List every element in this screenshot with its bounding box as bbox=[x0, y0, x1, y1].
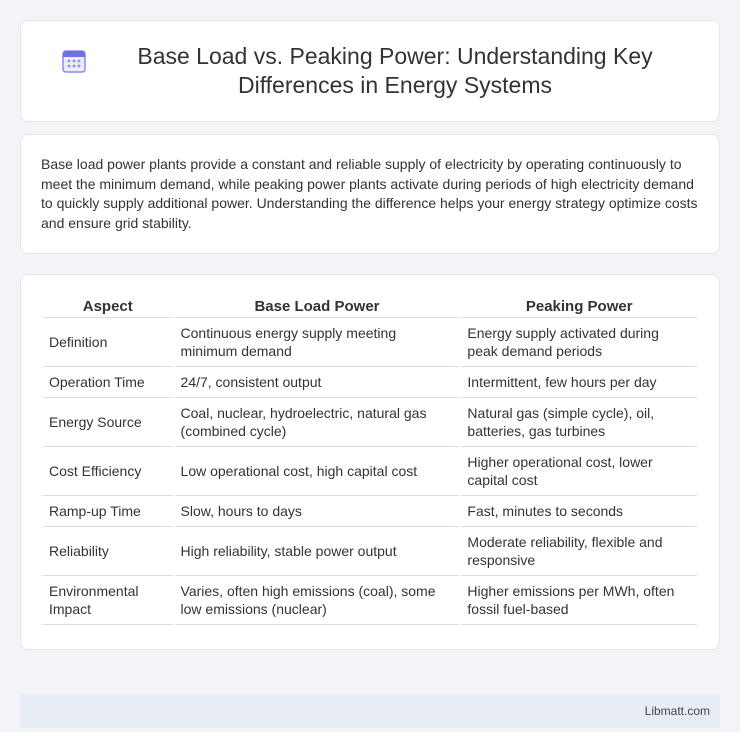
row-aspect-cell: Definition bbox=[43, 318, 173, 367]
row-peaking-cell: Higher emissions per MWh, often fossil fuel-based bbox=[461, 576, 697, 625]
row-peaking-cell: Moderate reliability, flexible and responsive bbox=[461, 527, 697, 576]
row-base-load-cell: Low operational cost, high capital cost bbox=[175, 447, 460, 496]
footer-brand: Libmatt.com bbox=[644, 704, 710, 718]
row-base-load-cell: 24/7, consistent output bbox=[175, 367, 460, 398]
comparison-table-card bbox=[20, 274, 720, 650]
row-peaking-cell: Natural gas (simple cycle), oil, batteries, gas turbines bbox=[461, 398, 697, 447]
row-peaking-cell: Energy supply activated during peak demand periods bbox=[461, 318, 697, 367]
table-row bbox=[43, 398, 697, 447]
row-base-load-cell: Coal, nuclear, hydroelectric, natural gas (combined cycle) bbox=[175, 398, 460, 447]
page-title: Base Load vs. Peaking Power: Understanding Key Differences in Energy Systems bbox=[137, 43, 653, 98]
footer bbox=[20, 694, 720, 728]
row-base-load-cell: Slow, hours to days bbox=[175, 496, 460, 527]
row-aspect-cell: Ramp-up Time bbox=[43, 496, 173, 527]
table-row bbox=[43, 576, 697, 625]
comparison-table bbox=[41, 297, 699, 625]
header-peaking: Peaking Power bbox=[461, 297, 697, 318]
table-header-row bbox=[43, 297, 697, 318]
row-aspect-cell: Reliability bbox=[43, 527, 173, 576]
header-aspect: Aspect bbox=[43, 297, 173, 318]
row-peaking-cell: Fast, minutes to seconds bbox=[461, 496, 697, 527]
table-row bbox=[43, 367, 697, 398]
row-base-load-cell: Varies, often high emissions (coal), some low emissions (nuclear) bbox=[175, 576, 460, 625]
row-aspect-cell: Environmental Impact bbox=[43, 576, 173, 625]
row-base-load-cell: High reliability, stable power output bbox=[175, 527, 460, 576]
header-base-load: Base Load Power bbox=[175, 297, 460, 318]
row-aspect-cell: Energy Source bbox=[43, 398, 173, 447]
calendar-icon bbox=[61, 48, 87, 74]
title-row bbox=[61, 42, 679, 100]
intro-card bbox=[20, 134, 720, 254]
table-row bbox=[43, 318, 697, 367]
title-card bbox=[20, 20, 720, 122]
intro-paragraph: Base load power plants provide a constant and reliable supply of electricity by operating continuously to meet the minimum demand, while peaking power plants activate during periods of high electricity demand to quickly supply additional power. Understanding the difference helps your energy strategy optimize costs and ensure grid stability. bbox=[41, 156, 698, 231]
row-peaking-cell: Intermittent, few hours per day bbox=[461, 367, 697, 398]
table-row bbox=[43, 496, 697, 527]
row-aspect-cell: Cost Efficiency bbox=[43, 447, 173, 496]
row-peaking-cell: Higher operational cost, lower capital cost bbox=[461, 447, 697, 496]
row-base-load-cell: Continuous energy supply meeting minimum demand bbox=[175, 318, 460, 367]
table-row bbox=[43, 527, 697, 576]
table-row bbox=[43, 447, 697, 496]
row-aspect-cell: Operation Time bbox=[43, 367, 173, 398]
